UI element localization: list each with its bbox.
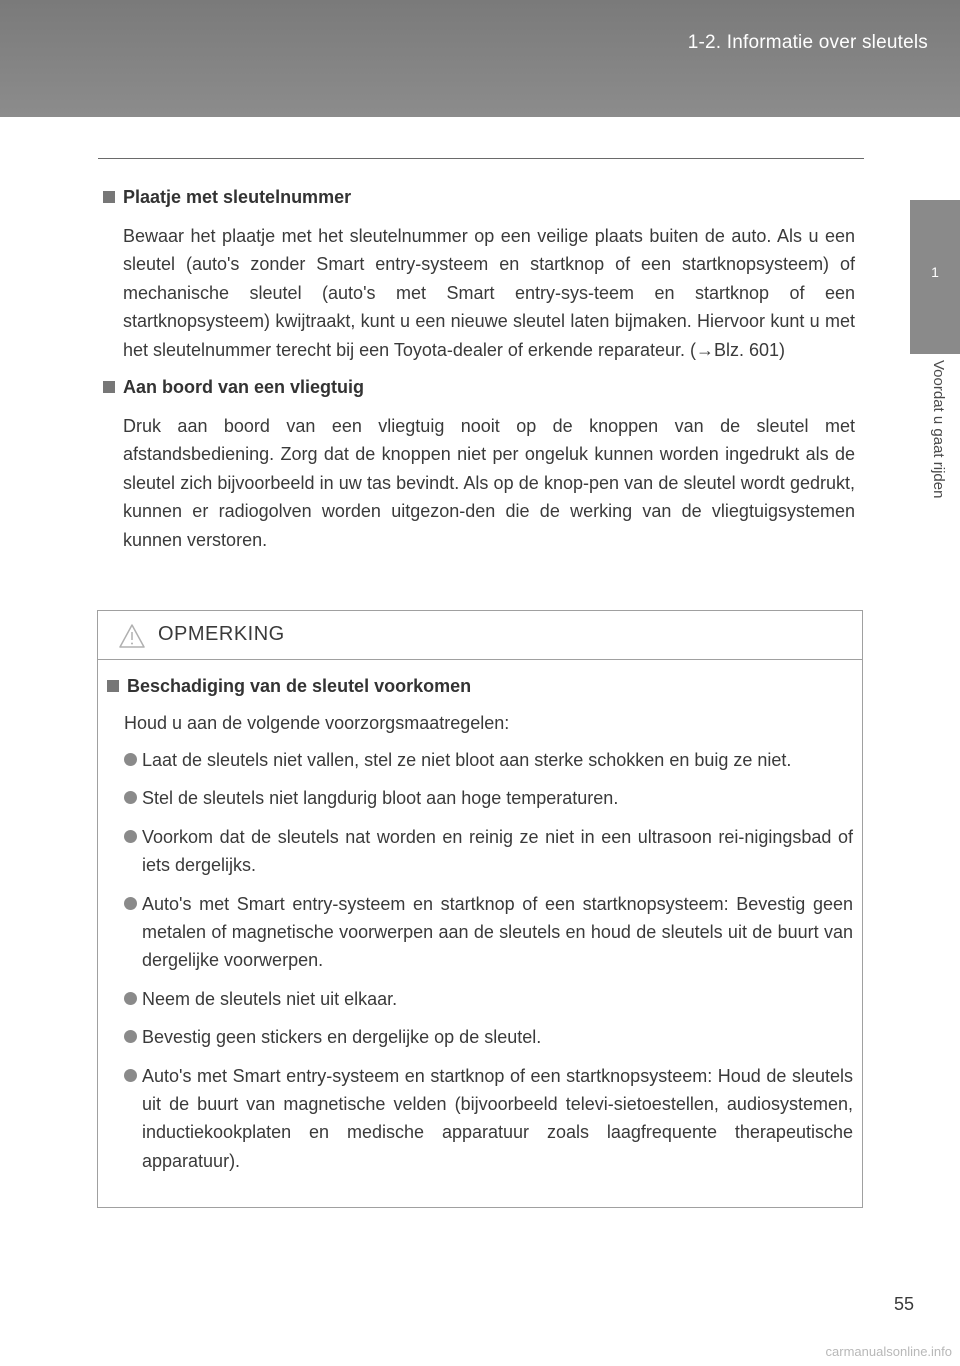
bullet-dot-icon xyxy=(124,992,137,1005)
bullet-dot-icon xyxy=(124,791,137,804)
bullet-dot-icon xyxy=(124,1069,137,1082)
notice-box xyxy=(97,610,863,1208)
notice-heading: OPMERKING xyxy=(158,623,285,645)
list-item: Stel de sleutels niet langdurig bloot aan hoge temperaturen. xyxy=(124,784,853,812)
chapter-label: Voordat u gaat rijden xyxy=(930,360,947,499)
top-divider xyxy=(98,158,864,159)
notice-body xyxy=(98,660,862,1175)
list-item: Auto's met Smart entry-systeem en startknop of een startknopsysteem: Bevestig geen metalen of magnetische voorwerpen aan de sleutels en houd de sleutels uit de buurt van dergelijke voorwerpen. xyxy=(124,890,853,975)
notice-intro: Houd u aan de volgende voorzorgsmaatregelen: xyxy=(124,713,510,733)
chapter-number: 1 xyxy=(931,264,939,280)
section-title: 1-2. Informatie over sleutels xyxy=(687,32,928,53)
list-item: Laat de sleutels niet vallen, stel ze niet bloot aan sterke schokken en buig ze niet. xyxy=(124,746,853,774)
bullet-dot-icon xyxy=(124,753,137,766)
notice-header xyxy=(98,611,862,660)
section-paragraph: Bewaar het plaatje met het sleutelnummer op een veilige plaats buiten de auto. Als u een sleutel (auto's zonder Smart entry-systeem en startknop of een startknopsysteem) of mechanische sleutel (auto's met Smart entry-sys-teem en startknop of een startknopsysteem) kwijtraakt, kunt u een nieuwe sleutel laten bijmaken. Hiervoor kunt u met het sleutelnummer terecht bij een Toyota-dealer of erkende reparateur. (→Blz. 601) xyxy=(123,226,855,360)
list-item: Voorkom dat de sleutels nat worden en reinig ze niet in een ultrasoon rei-nigingsbad of iets dergelijks. xyxy=(124,823,853,880)
square-bullet-icon xyxy=(103,381,115,393)
page-number: 55 xyxy=(893,1294,914,1314)
chapter-tab xyxy=(910,200,960,354)
section-paragraph: Druk aan boord van een vliegtuig nooit op de knoppen van de sleutel met afstandsbediening. Zorg dat de knoppen niet per ongeluk kunnen worden ingedrukt als de sleutel zich bijvoorbeeld in uw tas bevindt. Als op de knop-pen van de sleutel wordt gedrukt, kunnen er radiogolven worden uitgezon-den die de werking van de vliegtuigsystemen kunnen verstoren. xyxy=(123,416,855,550)
list-item: Bevestig geen stickers en dergelijke op de sleutel. xyxy=(124,1023,853,1051)
main-content xyxy=(103,182,855,562)
square-bullet-icon xyxy=(107,680,119,692)
bullet-dot-icon xyxy=(124,1030,137,1043)
section-heading: Plaatje met sleutelnummer xyxy=(103,182,855,212)
list-item: Auto's met Smart entry-systeem en startknop of een startknopsysteem: Houd de sleutels uit de buurt van magnetische velden (bijvoorbeeld televi-sietoestellen, audiosystemen, inductiekookplaten en medische apparatuur zoals laagfrequente therapeutische apparatuur). xyxy=(124,1062,853,1176)
bullet-dot-icon xyxy=(124,830,137,843)
bullet-dot-icon xyxy=(124,897,137,910)
section-heading: Aan boord van een vliegtuig xyxy=(103,372,855,402)
list-item: Neem de sleutels niet uit elkaar. xyxy=(124,985,853,1013)
watermark: carmanualsonline.info xyxy=(825,1344,952,1359)
chapter-label-container xyxy=(910,360,960,600)
notice-title: Beschadiging van de sleutel voorkomen xyxy=(107,672,853,700)
square-bullet-icon xyxy=(103,191,115,203)
warning-triangle-icon xyxy=(119,624,145,648)
page-header xyxy=(0,0,960,117)
